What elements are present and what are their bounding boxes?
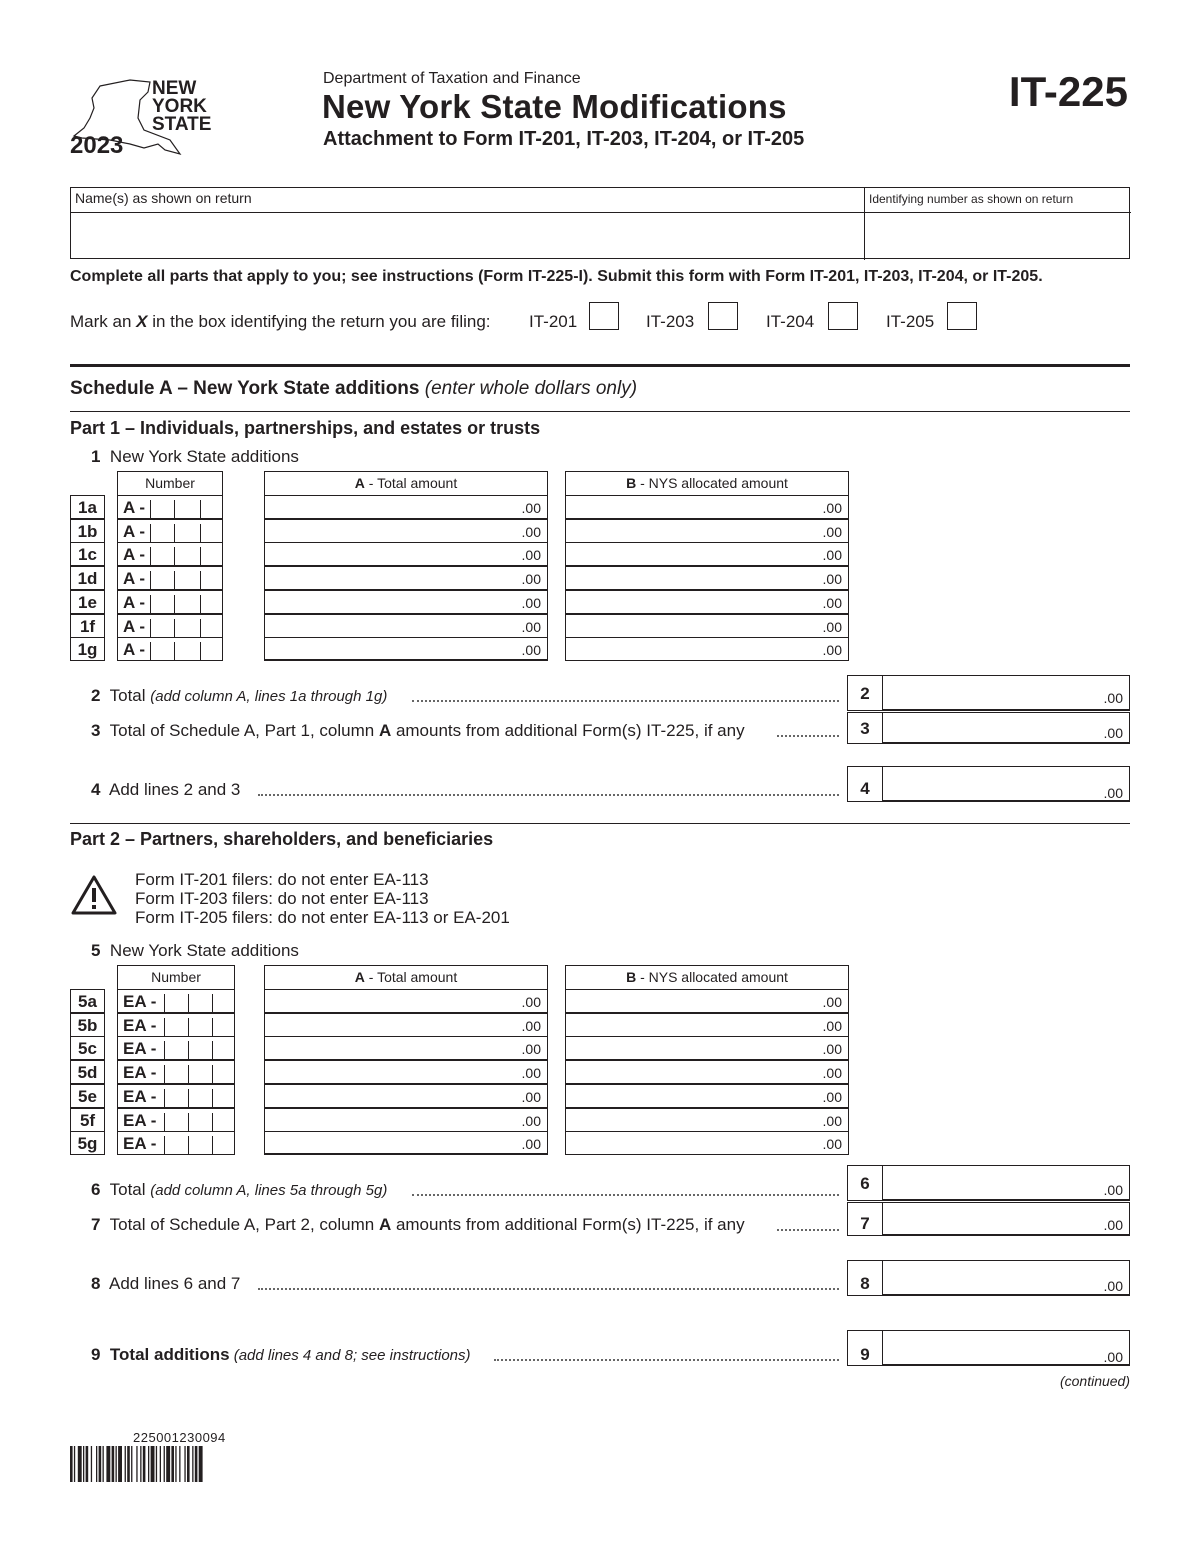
name-box — [70, 187, 1130, 259]
number-prefix: A - — [123, 498, 146, 517]
leader-dots — [412, 1194, 839, 1196]
part2-col-b: B - NYS allocated amount — [565, 965, 849, 989]
number-prefix: EA - — [123, 992, 157, 1011]
tax-year: 2023 — [70, 132, 124, 159]
warning-line-1: Form IT-201 filers: do not enter EA-113 — [135, 870, 429, 889]
line6-text: 6 Total (add column A, lines 5a through 5g) — [91, 1180, 388, 1199]
part2-row-total-amount[interactable]: .00 — [264, 1084, 548, 1108]
part2-col-a: A - Total amount — [264, 965, 548, 989]
digit-separator — [164, 1065, 165, 1083]
number-prefix: EA - — [123, 1110, 157, 1130]
part1-row-label: 1g — [70, 637, 105, 661]
digit-separator — [212, 1065, 213, 1083]
line7-text: 7 Total of Schedule A, Part 2, column A amounts from additional Form(s) IT-225, if any — [91, 1215, 745, 1234]
x-mark: X — [136, 312, 148, 331]
digit-separator — [200, 571, 201, 589]
barcode-bar — [166, 1446, 170, 1482]
line3-box-label: 3 — [847, 712, 883, 744]
number-prefix: EA - — [123, 1134, 157, 1154]
digit-separator — [164, 1136, 165, 1154]
part2-row-total-amount[interactable]: .00 — [264, 1060, 548, 1084]
filing-option-it204: IT-204 — [766, 312, 815, 331]
digit-separator — [188, 994, 189, 1012]
part1-row-nys-allocated-amount[interactable]: .00 — [565, 495, 849, 519]
barcode-bar — [136, 1446, 137, 1482]
part2-row-total-amount[interactable]: .00 — [264, 1131, 548, 1155]
warning-icon — [70, 874, 118, 916]
form-number: IT-225 — [1008, 68, 1128, 115]
leader-dots — [777, 735, 839, 737]
checkbox-it204[interactable] — [828, 302, 858, 330]
divider — [70, 411, 1130, 412]
barcode-bar — [91, 1446, 92, 1482]
part1-row-nys-allocated-amount[interactable]: .00 — [565, 566, 849, 590]
line9-box-label: 9 — [847, 1330, 883, 1366]
part2-row-number-field[interactable] — [117, 1131, 235, 1155]
digit-separator — [188, 1018, 189, 1036]
line8-text: 8 Add lines 6 and 7 — [91, 1274, 241, 1293]
digit-separator — [164, 1018, 165, 1036]
digit-separator — [174, 595, 175, 613]
part2-row-label: 5a — [70, 989, 105, 1013]
line4-box-label: 4 — [847, 766, 883, 802]
part1-row-label: 1c — [70, 542, 105, 566]
digit-separator — [164, 1089, 165, 1107]
barcode-bar — [86, 1446, 89, 1482]
part1-row-label: 1f — [70, 614, 105, 638]
line8-box-label: 8 — [847, 1260, 883, 1296]
checkbox-it201[interactable] — [589, 302, 619, 330]
barcode-bar — [140, 1446, 141, 1482]
part2-row-nys-allocated-amount[interactable]: .00 — [565, 989, 849, 1013]
digit-separator — [200, 500, 201, 518]
part2-row-label: 5b — [70, 1013, 105, 1037]
number-prefix: A - — [123, 592, 146, 612]
filing-option-it201: IT-201 — [529, 312, 578, 331]
nys-logo — [70, 78, 220, 160]
part2-row-total-amount[interactable]: .00 — [264, 1013, 548, 1037]
digit-separator — [174, 571, 175, 589]
part2-row-nys-allocated-amount[interactable]: .00 — [565, 1108, 849, 1132]
form-title: New York State Modifications — [322, 88, 787, 125]
form-subtitle: Attachment to Form IT-201, IT-203, IT-204, or IT-205 — [323, 128, 805, 150]
digit-separator — [200, 547, 201, 565]
part2-title: Part 2 – Partners, shareholders, and beneficiaries — [70, 829, 494, 849]
part2-row-nys-allocated-amount[interactable]: .00 — [565, 1036, 849, 1060]
digit-separator — [150, 642, 151, 660]
name-field[interactable] — [71, 213, 864, 259]
logo-york: YORK — [152, 96, 207, 117]
barcode-bar — [103, 1446, 104, 1482]
barcode-bar — [106, 1446, 110, 1482]
part2-row-number-field[interactable] — [117, 1108, 235, 1132]
number-prefix: EA - — [123, 1039, 157, 1059]
barcode-bar — [164, 1446, 165, 1482]
digit-separator — [200, 595, 201, 613]
digit-separator — [200, 619, 201, 637]
part2-row-label: 5e — [70, 1084, 105, 1108]
barcode-bar — [112, 1446, 115, 1482]
checkbox-it203[interactable] — [708, 302, 738, 330]
digit-separator — [150, 595, 151, 613]
part2-row-nys-allocated-amount[interactable]: .00 — [565, 1084, 849, 1108]
digit-separator — [188, 1136, 189, 1154]
name-label: Name(s) as shown on return — [75, 190, 252, 206]
part1-row-total-amount[interactable]: .00 — [264, 590, 548, 614]
barcode-bar — [116, 1446, 117, 1482]
barcode-bar — [83, 1446, 84, 1482]
line7-box-label: 7 — [847, 1202, 883, 1236]
part1-row-total-amount[interactable]: .00 — [264, 614, 548, 638]
barcode-bar — [78, 1446, 82, 1482]
part1-row-number-field[interactable] — [117, 566, 223, 590]
number-prefix: EA - — [123, 1086, 157, 1106]
digit-separator — [174, 642, 175, 660]
part1-row-nys-allocated-amount[interactable]: .00 — [565, 637, 849, 661]
line6-amount[interactable]: .00 — [882, 1165, 1130, 1201]
part1-row-total-amount[interactable]: .00 — [264, 519, 548, 543]
part2-row-number-field[interactable] — [117, 1084, 235, 1108]
barcode-bar — [143, 1446, 146, 1482]
barcode-bar — [179, 1446, 180, 1482]
leader-dots — [258, 1288, 839, 1290]
line2-text: 2 Total (add column A, lines 1a through 1g) — [91, 686, 388, 705]
warning-line-3: Form IT-205 filers: do not enter EA-113 or EA-201 — [135, 908, 510, 927]
barcode-bar — [156, 1446, 157, 1482]
line3-text: 3 Total of Schedule A, Part 1, column A amounts from additional Form(s) IT-225, if any — [91, 721, 745, 740]
part1-row-total-amount[interactable]: .00 — [264, 566, 548, 590]
digit-separator — [174, 524, 175, 542]
filing-option-it203: IT-203 — [646, 312, 695, 331]
part1-col-number: Number — [117, 471, 223, 495]
part2-row-nys-allocated-amount[interactable]: .00 — [565, 1131, 849, 1155]
digit-separator — [150, 524, 151, 542]
line1-caption: 1 New York State additions — [91, 447, 299, 466]
continued-note: (continued) — [1059, 1373, 1130, 1389]
digit-separator — [164, 1041, 165, 1059]
section-divider — [70, 364, 1130, 367]
digit-separator — [174, 547, 175, 565]
leader-dots — [777, 1229, 839, 1231]
leader-dots — [494, 1359, 839, 1361]
logo-state: STATE — [152, 114, 212, 135]
digit-separator — [212, 1018, 213, 1036]
digit-separator — [212, 1041, 213, 1059]
schedule-a-title: Schedule A – New York State additions (enter whole dollars only) — [70, 378, 638, 399]
digit-separator — [174, 500, 175, 518]
part1-row-nys-allocated-amount[interactable]: .00 — [565, 614, 849, 638]
part2-row-nys-allocated-amount[interactable]: .00 — [565, 1013, 849, 1037]
digit-separator — [188, 1041, 189, 1059]
part2-row-total-amount[interactable]: .00 — [264, 1036, 548, 1060]
part2-row-number-field[interactable] — [117, 1036, 235, 1060]
barcode-bar — [118, 1446, 122, 1482]
digit-separator — [212, 1089, 213, 1107]
part1-row-nys-allocated-amount[interactable]: .00 — [565, 519, 849, 543]
digit-separator — [150, 500, 151, 518]
line5-caption: 5 New York State additions — [91, 941, 299, 960]
part2-col-number: Number — [117, 965, 235, 989]
barcode-bar — [148, 1446, 149, 1482]
line9-text: 9 Total additions (add lines 4 and 8; see instructions) — [91, 1345, 471, 1364]
barcode-bar — [175, 1446, 176, 1482]
part1-row-number-field[interactable] — [117, 542, 223, 566]
logo-new: NEW — [152, 78, 197, 99]
part1-col-b: B - NYS allocated amount — [565, 471, 849, 495]
line2-box-label: 2 — [847, 675, 883, 711]
digit-separator — [188, 1089, 189, 1107]
line4-text: 4 Add lines 2 and 3 — [91, 780, 241, 799]
barcode-bar — [74, 1446, 75, 1482]
digit-separator — [212, 1113, 213, 1131]
part1-title: Part 1 – Individuals, partnerships, and estates or trusts — [70, 418, 541, 438]
part1-row-number-field[interactable] — [117, 519, 223, 543]
number-prefix: A - — [123, 569, 146, 589]
line4-amount[interactable]: .00 — [882, 766, 1130, 802]
barcode-bar — [195, 1446, 198, 1482]
part1-row-label: 1b — [70, 519, 105, 543]
part1-col-a: A - Total amount — [264, 471, 548, 495]
instructions-text: Complete all parts that apply to you; see instructions (Form IT-225-I). Submit this form with Form IT-201, IT-203, IT-204, or IT-205. — [70, 268, 1043, 285]
barcode-bar — [96, 1446, 97, 1482]
barcode-bar — [127, 1446, 130, 1482]
checkbox-it205[interactable] — [947, 302, 977, 330]
line8-amount[interactable]: .00 — [882, 1260, 1130, 1296]
digit-separator — [188, 1065, 189, 1083]
part2-row-number-field[interactable] — [117, 1013, 235, 1037]
part1-row-label: 1e — [70, 590, 105, 614]
line6-box-label: 6 — [847, 1165, 883, 1201]
number-prefix: EA - — [123, 1063, 157, 1083]
mark-instruction: Mark an X in the box identifying the return you are filing: — [70, 312, 491, 331]
digit-separator — [200, 524, 201, 542]
part2-row-label: 5g — [70, 1131, 105, 1155]
number-prefix: A - — [123, 616, 146, 636]
number-prefix: EA - — [123, 1015, 157, 1035]
barcode-number: 225001230094 — [133, 1430, 226, 1445]
filing-option-it205: IT-205 — [886, 312, 935, 331]
line7-amount[interactable]: .00 — [882, 1202, 1130, 1236]
number-prefix: A - — [123, 640, 146, 660]
barcode-bar — [131, 1446, 132, 1482]
digit-separator — [150, 571, 151, 589]
barcode-bar — [192, 1446, 193, 1482]
number-prefix: A - — [123, 545, 146, 565]
part2-row-total-amount[interactable]: .00 — [264, 1108, 548, 1132]
barcode-bar — [70, 1446, 73, 1482]
digit-separator — [164, 994, 165, 1012]
part2-row-total-amount[interactable]: .00 — [264, 989, 548, 1013]
barcode-bar — [171, 1446, 174, 1482]
line9-amount[interactable]: .00 — [882, 1330, 1130, 1366]
part1-row-nys-allocated-amount[interactable]: .00 — [565, 542, 849, 566]
department-name: Department of Taxation and Finance — [323, 70, 581, 87]
line3-amount[interactable]: .00 — [882, 712, 1130, 744]
part1-row-label: 1d — [70, 566, 105, 590]
part1-row-number-field[interactable] — [117, 637, 223, 661]
number-prefix: A - — [123, 521, 146, 541]
part1-row-total-amount[interactable]: .00 — [264, 637, 548, 661]
barcode-bar — [125, 1446, 126, 1482]
barcode-bar — [160, 1446, 161, 1482]
digit-separator — [174, 619, 175, 637]
line2-amount[interactable]: .00 — [882, 675, 1130, 711]
warning-line-2: Form IT-203 filers: do not enter EA-113 — [135, 889, 429, 908]
digit-separator — [212, 994, 213, 1012]
digit-separator — [150, 547, 151, 565]
id-field[interactable] — [865, 213, 1131, 259]
part1-row-number-field[interactable] — [117, 590, 223, 614]
barcode-icon — [70, 1446, 302, 1482]
divider — [70, 823, 1130, 824]
digit-separator — [150, 619, 151, 637]
digit-separator — [164, 1113, 165, 1131]
part2-row-label: 5c — [70, 1036, 105, 1060]
part2-row-number-field[interactable] — [117, 1060, 235, 1084]
digit-separator — [212, 1136, 213, 1154]
part1-row-number-field[interactable] — [117, 614, 223, 638]
part1-row-total-amount[interactable]: .00 — [264, 542, 548, 566]
part2-row-label: 5d — [70, 1060, 105, 1084]
barcode-bar — [199, 1446, 203, 1482]
barcode-bar — [99, 1446, 102, 1482]
part2-row-label: 5f — [70, 1108, 105, 1132]
leader-dots — [412, 700, 839, 702]
digit-separator — [188, 1113, 189, 1131]
part1-row-label: 1a — [70, 495, 105, 519]
barcode-bar — [151, 1446, 155, 1482]
id-label: Identifying number as shown on return — [869, 192, 1074, 206]
part2-row-number-field[interactable] — [117, 989, 235, 1013]
part1-row-number-field[interactable] — [117, 495, 223, 519]
part1-row-total-amount[interactable]: .00 — [264, 495, 548, 519]
part1-row-nys-allocated-amount[interactable]: .00 — [565, 590, 849, 614]
barcode-bar — [187, 1446, 190, 1482]
barcode-bar — [184, 1446, 185, 1482]
leader-dots — [258, 794, 839, 796]
digit-separator — [200, 642, 201, 660]
part2-row-nys-allocated-amount[interactable]: .00 — [565, 1060, 849, 1084]
